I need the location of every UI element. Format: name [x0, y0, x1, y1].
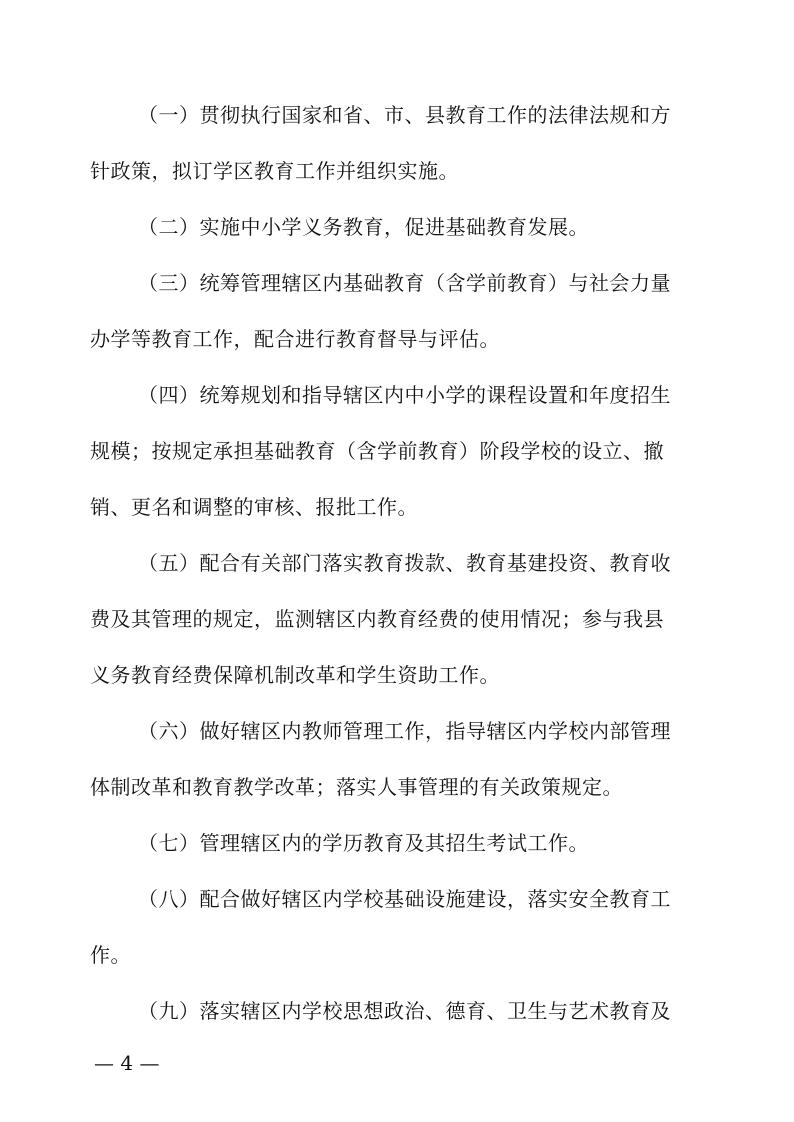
paragraph-3-line-2: 办学等教育工作，配合进行教育督导与评估。 — [90, 327, 500, 351]
page-number: — 4 — — [94, 1051, 160, 1075]
paragraph-8-line-2: 作。 — [90, 943, 131, 967]
paragraph-8-line-1: （八）配合做好辖区内学校基础设施建设，落实安全教育工 — [138, 887, 671, 911]
paragraph-2-line-1: （二）实施中小学义务教育，促进基础教育发展。 — [138, 215, 589, 239]
paragraph-4-line-1: （四）统筹规划和指导辖区内中小学的课程设置和年度招生 — [138, 383, 671, 407]
paragraph-3-line-1: （三）统筹管理辖区内基础教育（含学前教育）与社会力量 — [138, 271, 671, 295]
paragraph-4-line-2: 规模；按规定承担基础教育（含学前教育）阶段学校的设立、撤 — [90, 439, 664, 463]
paragraph-6-line-2: 体制改革和教育教学改革；落实人事管理的有关政策规定。 — [90, 775, 623, 799]
paragraph-4-line-3: 销、更名和调整的审核、报批工作。 — [90, 495, 418, 519]
paragraph-7-line-1: （七）管理辖区内的学历教育及其招生考试工作。 — [138, 831, 589, 855]
paragraph-1-line-1: （一）贯彻执行国家和省、市、县教育工作的法律法规和方 — [138, 103, 671, 127]
paragraph-5-line-1: （五）配合有关部门落实教育拨款、教育基建投资、教育收 — [138, 551, 671, 575]
paragraph-5-line-3: 义务教育经费保障机制改革和学生资助工作。 — [90, 663, 500, 687]
paragraph-9-line-1: （九）落实辖区内学校思想政治、德育、卫生与艺术教育及 — [138, 999, 671, 1023]
paragraph-1-line-2: 针政策，拟订学区教育工作并组织实施。 — [90, 159, 459, 183]
paragraph-5-line-2: 费及其管理的规定，监测辖区内教育经费的使用情况；参与我县 — [90, 607, 664, 631]
paragraph-6-line-1: （六）做好辖区内教师管理工作，指导辖区内学校内部管理 — [138, 719, 671, 743]
